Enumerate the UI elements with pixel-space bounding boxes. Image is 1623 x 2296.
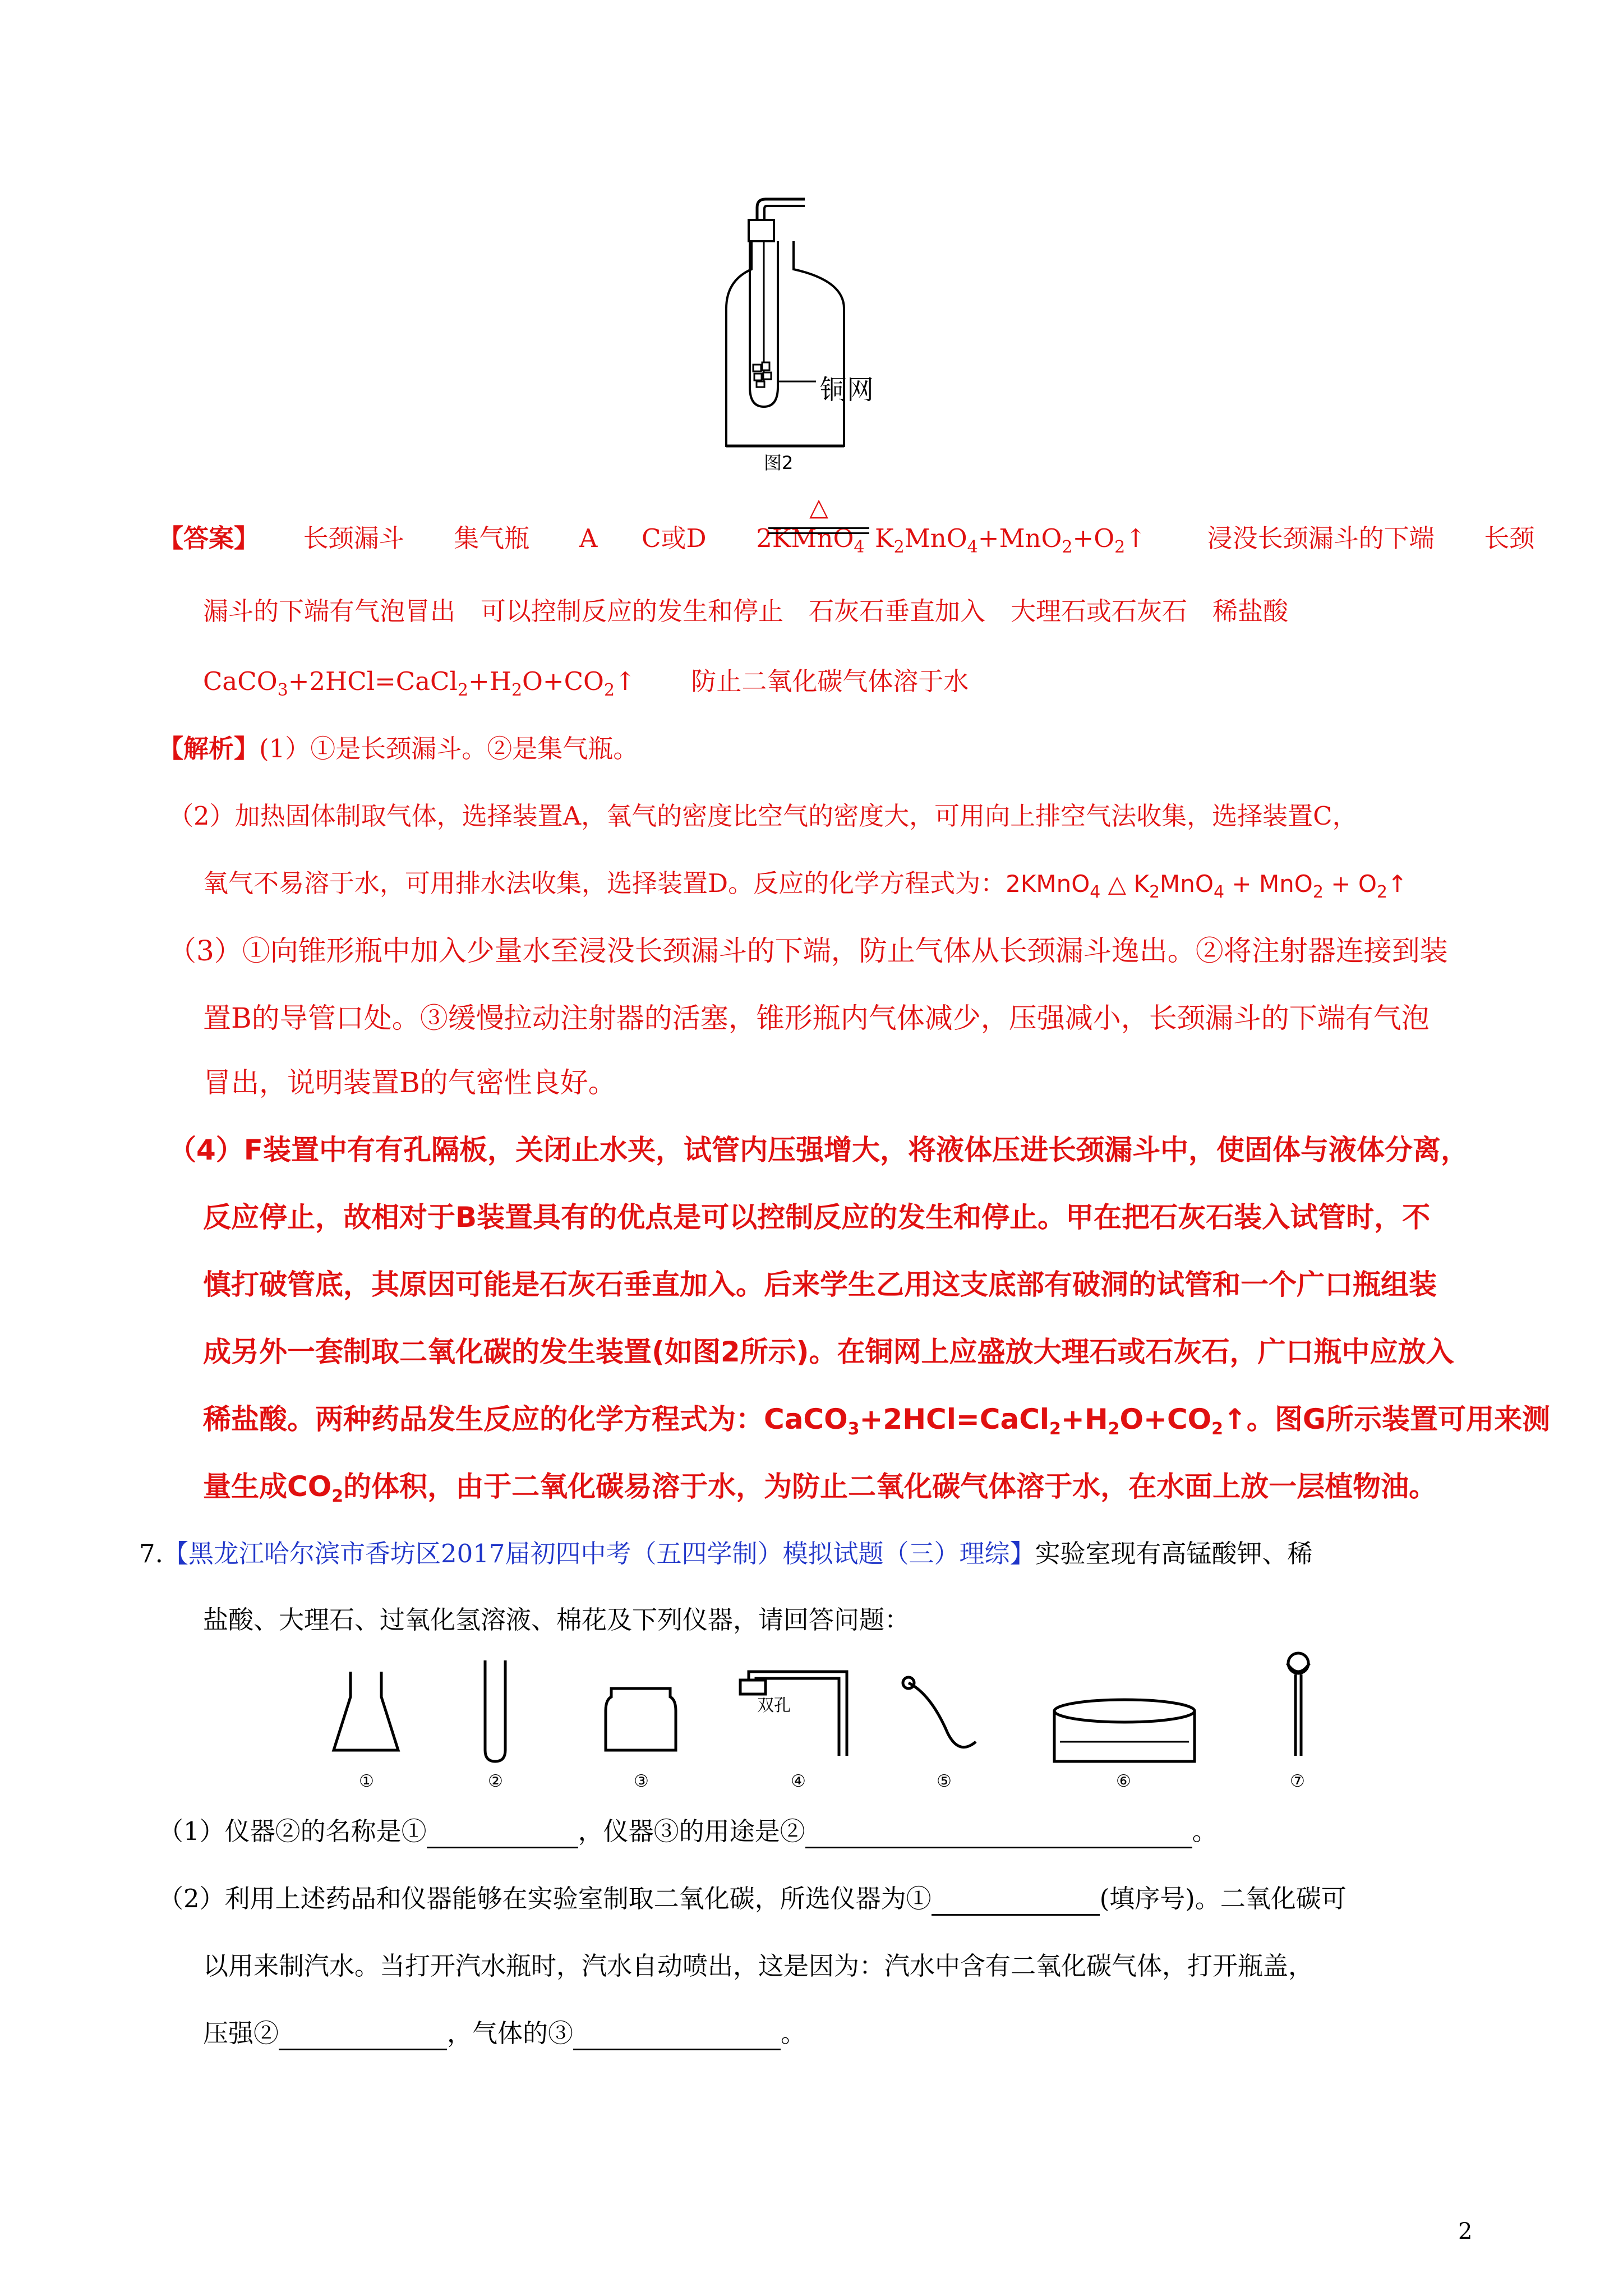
figure-2-caption: 图2	[764, 452, 794, 473]
answer-blank[interactable]	[279, 2024, 447, 2050]
analysis-p4-line-3: 慎打破管底，其原因可能是石灰石垂直加入。后来学生乙用这支底部有破洞的试管和一个广口瓶组装	[203, 1268, 1437, 1301]
q7-sub2-line-1: （2）利用上述药品和仪器能够在实验室制取二氧化碳，所选仪器为① (填序号)。二氧化碳可	[158, 1882, 1347, 1916]
answer-tag: 【答案】	[158, 523, 260, 553]
answer-item: A	[579, 523, 598, 553]
page-number: 2	[1458, 2219, 1473, 2244]
instruments-figure	[331, 1649, 1329, 1795]
answer-blank[interactable]	[932, 1889, 1100, 1916]
question-number: 7.	[139, 1539, 163, 1568]
gas-bottle-icon	[606, 1688, 676, 1750]
instrument-label: ③	[634, 1772, 649, 1791]
q7-line-1: 7.【黑龙江哈尔滨市香坊区2017届初四中考（五四学制）模拟试题（三）理综】实验室现有高锰酸钾、稀	[139, 1539, 1313, 1568]
answer-item: 长颈	[1484, 523, 1535, 553]
answer-item: 集气瓶	[454, 523, 530, 553]
q7-sub2-line-2: 以用来制汽水。当打开汽水瓶时，汽水自动喷出，这是因为：汽水中含有二氧化碳气体，打开瓶盖，	[203, 1951, 1314, 1981]
answer-item: 长颈漏斗	[303, 523, 404, 553]
analysis-p2-line-1: （2）加热固体制取气体，选择装置A，氧气的密度比空气的密度大，可用向上排空气法收集，选择装置C，	[168, 801, 1358, 831]
instrument-label: ⑦	[1290, 1772, 1305, 1791]
analysis-p4-line-6: 量生成$CO_2$的体积，由于二氧化碳易溶于水，为防止二氧化碳气体溶于水，在水面上放一层植物油。	[203, 1470, 1437, 1506]
q7-sub2-line-3: 压强② ，气体的③ 。	[203, 2017, 806, 2050]
equation-1-right: $K_2MnO_4+MnO_2+O_2↑$ 浸没长颈漏斗的下端 长颈	[875, 523, 1535, 557]
answer-item: 浸没长颈漏斗的下端	[1207, 523, 1435, 553]
analysis-p4-line-5: 稀盐酸。两种药品发生反应的化学方程式为：$CaCO_3+2HCl=CaCl_2+H_2O+CO_2↑$。图G所示装置可用来测	[203, 1403, 1550, 1439]
answer-line-3: $CaCO_3+2HCl=CaCl_2+H_2O+CO_2↑$ 防止二氧化碳气体溶于水	[203, 666, 969, 700]
answer-item: C或D	[642, 523, 707, 553]
test-tube-icon	[485, 1660, 505, 1761]
answer-blank[interactable]	[427, 1822, 578, 1848]
analysis-p3-line-2: 置B的导管口处。③缓慢拉动注射器的活塞，锥形瓶内气体减少，压强减小，长颈漏斗的下端有气泡	[203, 1002, 1430, 1034]
question-source: 【黑龙江哈尔滨市香坊区2017届初四中考（五四学制）模拟试题（三）理综】	[163, 1539, 1035, 1568]
analysis-p3-line-1: （3）①向锥形瓶中加入少量水至浸没长颈漏斗的下端，防止气体从长颈漏斗逸出。②将注射器连接到装	[168, 935, 1448, 967]
q7-line-2: 盐酸、大理石、过氧化氢溶液、棉花及下列仪器，请回答问题：	[203, 1605, 910, 1635]
analysis-p4-line-1: （4）F装置中有有孔隔板，关闭止水夹，试管内压强增大，将液体压进长颈漏斗中，使固体与液体分离，	[168, 1134, 1469, 1166]
equation-1-condition: △	[768, 494, 869, 539]
answer-blank[interactable]	[805, 1822, 1192, 1848]
copper-mesh-label: 铜网	[820, 374, 874, 406]
answer-line-2: 漏斗的下端有气泡冒出 可以控制反应的发生和停止 石灰石垂直加入 大理石或石灰石 稀盐酸	[203, 596, 1289, 626]
analysis-p4-line-4: 成另外一套制取二氧化碳的发生装置(如图2所示)。在铜网上应盛放大理石或石灰石，广口瓶中应放入	[203, 1336, 1454, 1368]
instrument-label: ⑥	[1116, 1772, 1131, 1791]
instrument-label: ⑤	[937, 1772, 952, 1791]
analysis-p3-line-3: 冒出，说明装置B的气密性良好。	[203, 1066, 616, 1099]
answer-blank[interactable]	[573, 2024, 781, 2050]
instrument-4-text: 双孔	[757, 1696, 791, 1715]
long-neck-funnel-icon	[1287, 1663, 1310, 1756]
instrument-label: ④	[791, 1772, 806, 1791]
analysis-p2-line-2: 氧气不易溶于水，可用排水法收集，选择装置D。反应的化学方程式为：2KMnO$_4$ △ $K_2MnO_4 + MnO_2$ + $O_2↑$	[203, 868, 1408, 902]
instrument-label: ①	[359, 1772, 374, 1791]
answer-equation-1: 2KMnO$_4$	[756, 523, 865, 557]
delivery-tube-icon	[909, 1683, 976, 1747]
analysis-line-1: 【解析】(1）①是长颈漏斗。②是集气瓶。	[158, 734, 639, 763]
marble-pieces	[753, 362, 771, 387]
q7-sub1: （1）仪器②的名称是① ，仪器③的用途是② 。	[158, 1815, 1218, 1848]
answer-line-1	[158, 522, 864, 555]
figure-2-apparatus	[704, 196, 872, 477]
analysis-p4-line-2: 反应停止，故相对于B装置具有的优点是可以控制反应的发生和停止。甲在把石灰石装入试管时，不	[203, 1201, 1431, 1234]
instrument-labels	[359, 1772, 1305, 1791]
instrument-label: ②	[488, 1772, 503, 1791]
conical-flask-icon	[334, 1672, 398, 1750]
